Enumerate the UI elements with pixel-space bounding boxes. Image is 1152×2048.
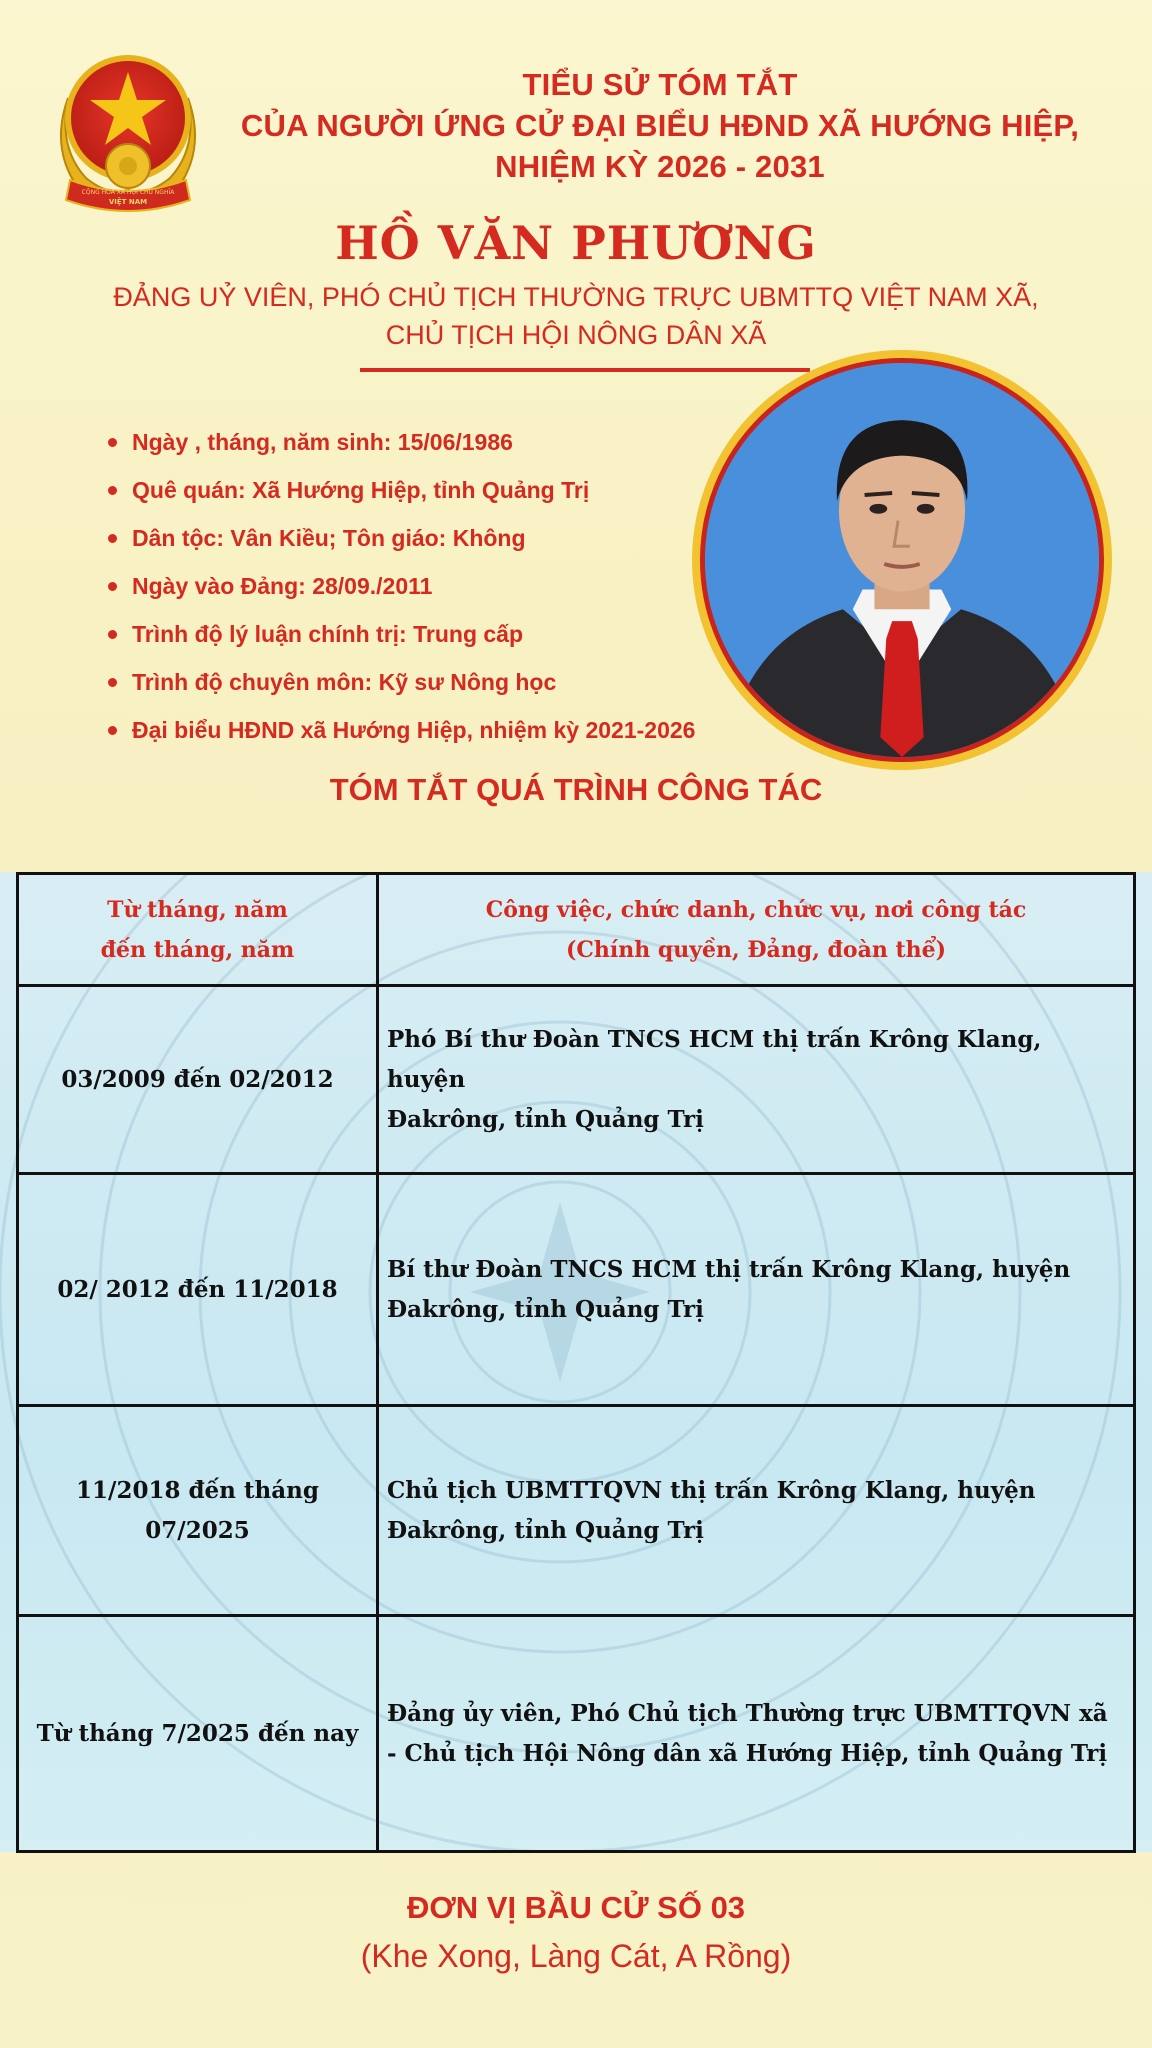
row-period-line-1: 02/ 2012 đến 11/2018 [57,1275,338,1303]
table-row [18,986,1135,1174]
info-political-theory-level: Trình độ lý luận chính trị: Trung cấp [104,610,744,658]
column-header-job-line-1: Công việc, chức danh, chức vụ, nơi công tác [485,896,1027,923]
column-header-job [378,874,1135,986]
row-period [18,1406,378,1616]
candidate-info-list [104,418,744,754]
electoral-unit-areas: (Khe Xong, Làng Cát, A Rồng) [360,1938,792,1974]
row-job-line-2: Đakrông, tỉnh Quảng Trị [387,1295,704,1323]
row-job-line-2: Đakrông, tỉnh Quảng Trị [387,1516,704,1544]
header-line-2: CỦA NGƯỜI ỨNG CỬ ĐẠI BIỂU HĐND XÃ HƯỚNG HIỆP, [240,108,1080,143]
row-period-line-1: 03/2009 đến 02/2012 [61,1065,334,1093]
candidate-photo-frame [692,350,1112,770]
row-job [378,1616,1135,1852]
table-header-row [18,874,1135,986]
row-period-line-2: 07/2025 [145,1516,250,1544]
info-previous-term: Đại biểu HĐND xã Hướng Hiệp, nhiệm kỳ 2021-2026 [104,706,744,754]
header-line-3: NHIỆM KỲ 2026 - 2031 [495,149,825,184]
row-job [378,1174,1135,1406]
info-professional-level: Trình độ chuyên môn: Kỹ sư Nông học [104,658,744,706]
column-header-job-line-2: (Chính quyền, Đảng, đoàn thể) [565,936,947,963]
info-ethnicity-religion: Dân tộc: Vân Kiều; Tôn giáo: Không [104,514,744,562]
row-job-line-2: - Chủ tịch Hội Nông dân xã Hướng Hiệp, tỉnh Quảng Trị [387,1739,1108,1767]
row-job-line-1: Bí thư Đoàn TNCS HCM thị trấn Krông Klang, huyện [387,1255,1071,1283]
work-history-title: TÓM TẮT QUÁ TRÌNH CÔNG TÁC [329,772,823,807]
candidate-name: HỒ VĂN PHƯƠNG [335,216,817,270]
row-job [378,986,1135,1174]
emblem-ribbon-bottom-text: VIỆT NAM [108,198,148,206]
row-job-line-1: Phó Bí thư Đoàn TNCS HCM thị trấn Krông Klang, huyện [387,1025,1042,1093]
column-header-period [18,874,378,986]
row-job-line-2: Đakrông, tỉnh Quảng Trị [387,1105,704,1133]
header-line-1: TIỂU SỬ TÓM TẮT [522,67,798,102]
row-period-line-1: Từ tháng 7/2025 đến nay [36,1719,359,1747]
info-birthdate: Ngày , tháng, năm sinh: 15/06/1986 [104,418,744,466]
column-header-period-line-1: Từ tháng, năm [107,896,288,923]
electoral-unit-title: ĐƠN VỊ BẦU CỬ SỐ 03 [406,1890,746,1925]
emblem-ribbon-top-text: CỘNG HÒA XÃ HỘI CHỦ NGHĨA [81,189,175,196]
row-period [18,1616,378,1852]
document-header [230,64,1090,187]
row-period [18,986,378,1174]
candidate-position [0,278,1152,354]
column-header-period-line-2: đến tháng, năm [100,936,295,963]
title-divider [360,368,810,372]
position-line-1: ĐẢNG UỶ VIÊN, PHÓ CHỦ TỊCH THƯỜNG TRỰC UBMTTQ VIỆT NAM XÃ, [113,282,1039,312]
row-job [378,1406,1135,1616]
row-period [18,1174,378,1406]
row-job-line-1: Đảng ủy viên, Phó Chủ tịch Thường trực UBMTTQVN xã [387,1699,1108,1727]
table-row [18,1174,1135,1406]
info-hometown: Quê quán: Xã Hướng Hiệp, tỉnh Quảng Trị [104,466,744,514]
row-period-line-1: 11/2018 đến tháng [76,1476,319,1504]
row-job-line-1: Chủ tịch UBMTTQVN thị trấn Krông Klang, huyện [387,1476,1036,1504]
work-history-table [16,872,1136,1853]
portrait-illustration [705,363,1099,757]
table-row [18,1616,1135,1852]
candidate-photo [700,358,1104,762]
national-emblem-icon [38,38,218,218]
position-line-2: CHỦ TỊCH HỘI NÔNG DÂN XÃ [385,320,767,350]
info-party-join-date: Ngày vào Đảng: 28/09./2011 [104,562,744,610]
table-row [18,1406,1135,1616]
